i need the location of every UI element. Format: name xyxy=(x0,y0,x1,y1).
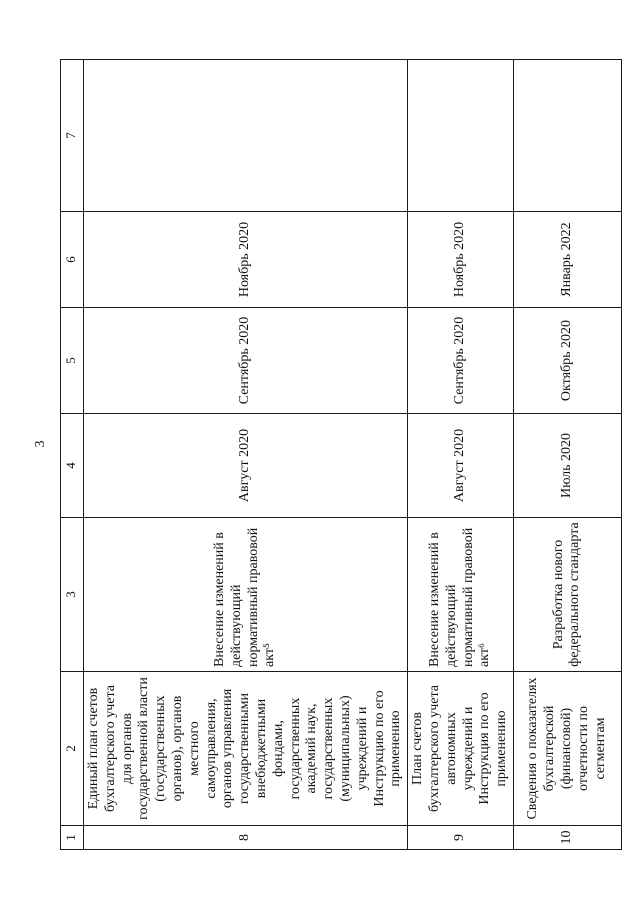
date-column-6: Январь 2022 xyxy=(513,212,621,308)
column-number-3: 3 xyxy=(61,518,84,672)
date-column-5: Сентябрь 2020 xyxy=(408,308,514,414)
row-number: 10 xyxy=(513,826,621,850)
action-description: Внесение изменений в действующий нормативный правовой акт⁶ xyxy=(408,518,514,672)
column-number-5: 5 xyxy=(61,308,84,414)
document-name: Единый план счетов бухгалтерского учета для органов государственной власти (государственных органов), органов местного самоуправления, органов управления государственными внебюджетными фондами, государственных академий наук, государственных (муниципальных) учреждений и Инструкцию по его применению xyxy=(84,672,408,826)
date-column-6: Ноябрь 2020 xyxy=(408,212,514,308)
document-name: План счетов бухгалтерского учета автономных учреждений и Инструкция по его применению xyxy=(408,672,514,826)
column-7-value xyxy=(84,60,408,212)
date-column-5: Сентябрь 2020 xyxy=(84,308,408,414)
column-7-value xyxy=(513,60,621,212)
column-7-value xyxy=(408,60,514,212)
column-number-2: 2 xyxy=(61,672,84,826)
row-number: 8 xyxy=(84,826,408,850)
column-number-6: 6 xyxy=(61,212,84,308)
schedule-table xyxy=(60,59,622,850)
date-column-4: Июль 2020 xyxy=(513,414,621,518)
column-number-1: 1 xyxy=(61,826,84,850)
column-number-4: 4 xyxy=(61,414,84,518)
date-column-4: Август 2020 xyxy=(84,414,408,518)
rotated-document xyxy=(60,60,608,850)
document-name: Сведения о показателях бухгалтерской (финансовой) отчетности по сегментам xyxy=(513,672,621,826)
column-number-7: 7 xyxy=(61,60,84,212)
row-number: 9 xyxy=(408,826,514,850)
date-column-4: Август 2020 xyxy=(408,414,514,518)
action-description: Разработка нового федерального стандарта xyxy=(513,518,621,672)
table-row xyxy=(513,60,621,850)
table-row xyxy=(408,60,514,850)
date-column-6: Ноябрь 2020 xyxy=(84,212,408,308)
date-column-5: Октябрь 2020 xyxy=(513,308,621,414)
table-row xyxy=(84,60,408,850)
page-number: 3 xyxy=(33,440,48,448)
action-description: Внесение изменений в действующий нормативный правовой акт⁵ xyxy=(84,518,408,672)
column-number-row xyxy=(61,60,84,850)
